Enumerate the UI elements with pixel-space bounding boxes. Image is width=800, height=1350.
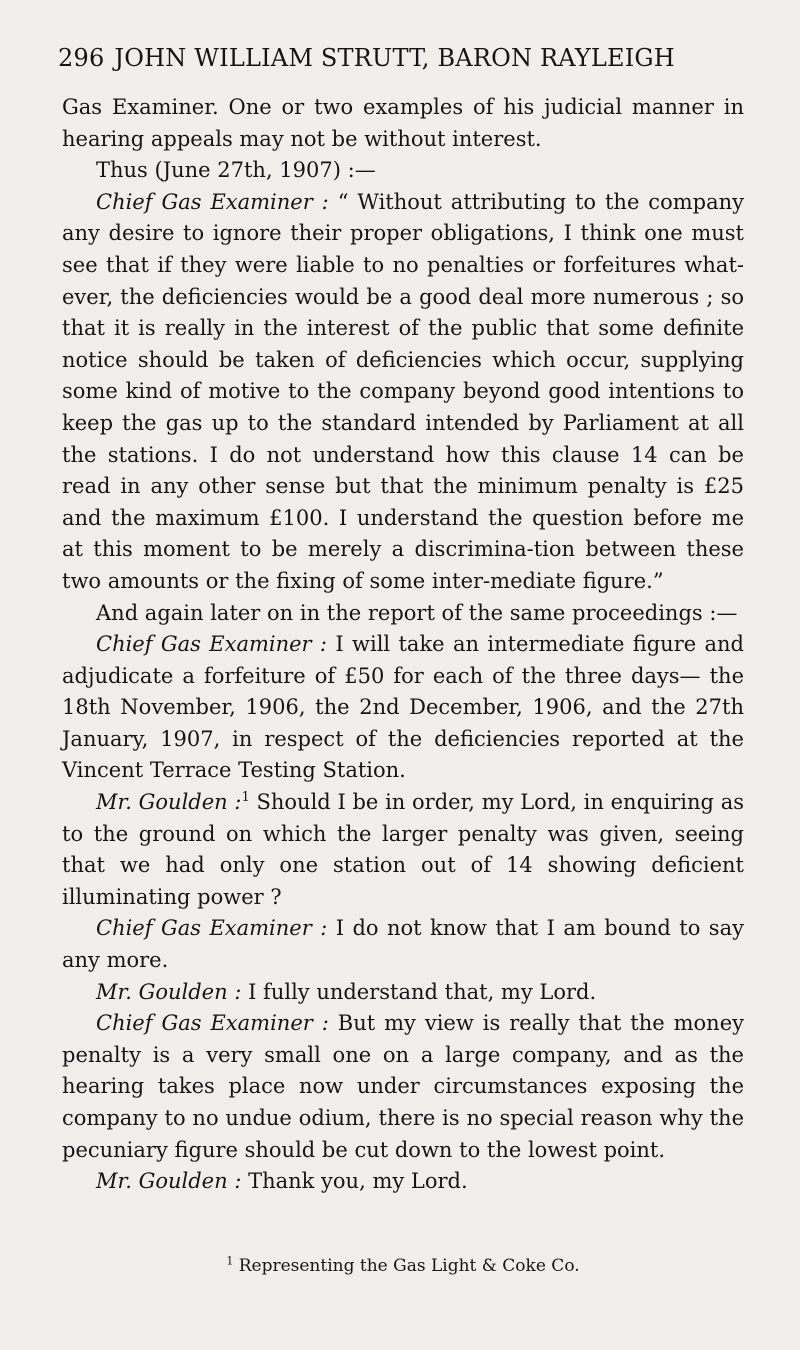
paragraph-text: Gas Examiner. One or two examples of his judicial manner in hearing appeals may not be without interest. — [62, 95, 744, 151]
paragraph-text: I will take an intermediate figure and adjudicate a forfeiture of £50 for each of the three days— the 18th November, 1906, the 2nd December, 1906, and the 27th January, 1907, in respect of the deficiencies reported at the Vincent Terrace Testing Station. — [62, 632, 744, 783]
speaker-label: Mr. Goulden : — [96, 979, 242, 1004]
speaker-label: Chief Gas Examiner : — [96, 189, 329, 214]
speaker-label: Chief Gas Examiner : — [96, 916, 328, 941]
paragraph-date — [62, 155, 744, 187]
running-title: JOHN WILLIAM STRUTT, BARON RAYLEIGH — [114, 44, 675, 72]
paragraph-explanation — [62, 1008, 744, 1166]
paragraph-text: “ Without attributing to the company any desire to ignore their proper obligations, I think one must see that if they were liable to no penalties or forfeitures what-ever, the deficiencies would be a good deal more numerous ; so that it is really in the interest of the public that some definite notice should be taken of deficiencies which occur, supplying some kind of motive to the company beyond good intentions to keep the gas up to the standard intended by Parliament at all the stations. I do not understand how this clause 14 can be read in any other sense but that the minimum penalty is £25 and the maximum £100. I understand the question before me at this moment to be merely a discrimina-tion between these two amounts or the fixing of some inter-mediate figure.” — [62, 189, 744, 593]
paragraph-text: Thus (June 27th, 1907) :— — [96, 158, 376, 183]
running-header — [58, 44, 675, 72]
speaker-label: Chief Gas Examiner : — [96, 1011, 329, 1036]
speaker-label: Mr. Goulden : — [96, 790, 242, 815]
speaker-label: Mr. Goulden : — [96, 1169, 242, 1194]
paragraph-text: But my view is really that the money penalty is a very small one on a large company, and as the hearing takes place now under circumstances exposing the company to no undue odium, there is no special reason why the pecuniary figure should be cut down to the lowest point. — [62, 1011, 744, 1162]
footnote — [62, 1256, 744, 1276]
paragraph-question — [62, 787, 744, 913]
footnote-text: Representing the Gas Light & Coke Co. — [238, 1256, 580, 1276]
paragraph-text: Should I be in order, my Lord, in enquiring as to the ground on which the larger penalty was given, seeing that we had only one station out of 14 showing deficient illuminating power ? — [62, 790, 744, 909]
paragraph-statement — [62, 187, 744, 598]
footnote-mark: 1 — [226, 1254, 234, 1268]
speaker-label: Chief Gas Examiner : — [96, 632, 328, 657]
paragraph-intro — [62, 92, 744, 155]
paragraph-text: Thank you, my Lord. — [248, 1169, 468, 1194]
paragraph-acknowledgement — [62, 977, 744, 1009]
paragraph-transition — [62, 598, 744, 630]
paragraph-text: I fully understand that, my Lord. — [248, 979, 597, 1004]
paragraph-reply — [62, 913, 744, 976]
paragraph-text: And again later on in the report of the same proceedings :— — [96, 600, 738, 625]
paragraph-thanks — [62, 1166, 744, 1198]
page-number: 296 — [58, 44, 105, 72]
paragraph-ruling — [62, 629, 744, 787]
body-text — [62, 92, 744, 1198]
paragraph-text: I do not know that I am bound to say any more. — [62, 916, 744, 973]
footnote-reference: 1 — [241, 790, 250, 806]
